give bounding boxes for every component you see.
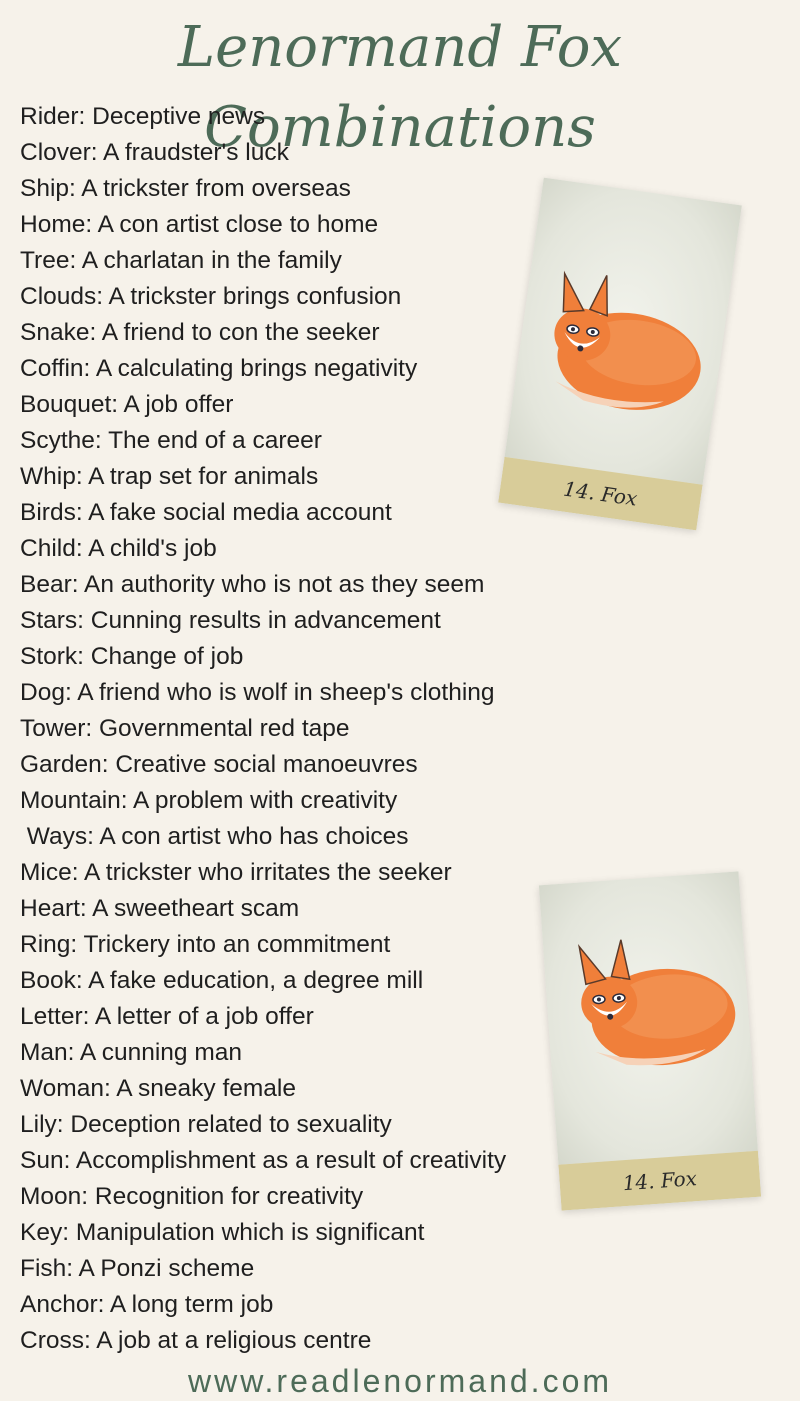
combination-item: Heart: A sweetheart scam: [20, 895, 300, 922]
combination-item: Man: A cunning man: [20, 1039, 243, 1066]
page-title: Lenormand Fox Combinations: [177, 15, 623, 160]
combination-item: Ways: A con artist who has choices: [20, 823, 409, 850]
combination-item: Ship: A trickster from overseas: [20, 175, 351, 202]
combination-item: Mice: A trickster who irritates the seeker: [20, 859, 452, 886]
fox-card-image-2: [539, 871, 761, 1210]
combination-item: Tree: A charlatan in the family: [20, 247, 342, 274]
combination-item: Birds: A fake social media account: [20, 499, 392, 526]
combination-item: Letter: A letter of a job offer: [20, 1003, 314, 1030]
combination-item: Clover: A fraudster's luck: [20, 139, 289, 166]
fox-card-image-1: [498, 178, 742, 531]
combination-item: Cross: A job at a religious centre: [20, 1327, 372, 1354]
fox-icon: [539, 871, 758, 1164]
card-caption: 14. Fox: [498, 457, 702, 530]
website-footer: www.readlenormand.com: [187, 1363, 613, 1399]
combination-item: Ring: Trickery into an commitment: [20, 931, 391, 958]
combination-item: Book: A fake education, a degree mill: [20, 967, 424, 994]
combination-item: Scythe: The end of a career: [20, 427, 322, 454]
combination-item: Stars: Cunning results in advancement: [20, 607, 441, 634]
combination-item: Fish: A Ponzi scheme: [20, 1255, 255, 1282]
combination-item: Child: A child's job: [20, 535, 217, 562]
combination-item: Home: A con artist close to home: [20, 211, 379, 238]
combination-item: Sun: Accomplishment as a result of creativity: [20, 1147, 507, 1174]
combination-item: Moon: Recognition for creativity: [20, 1183, 364, 1210]
combination-item: Dog: A friend who is wolf in sheep's clothing: [20, 679, 495, 706]
card-caption: 14. Fox: [558, 1151, 761, 1210]
combination-item: Clouds: A trickster brings confusion: [20, 283, 402, 310]
combination-item: Woman: A sneaky female: [20, 1075, 296, 1102]
combination-item: Mountain: A problem with creativity: [20, 787, 398, 814]
combination-item: Rider: Deceptive news: [20, 103, 266, 130]
combination-item: Bouquet: A job offer: [20, 391, 234, 418]
combination-item: Key: Manipulation which is significant: [20, 1219, 425, 1246]
combinations-list: [20, 99, 506, 1359]
combination-item: Stork: Change of job: [20, 643, 244, 670]
combination-item: Anchor: A long term job: [20, 1291, 274, 1318]
combination-item: Tower: Governmental red tape: [20, 715, 350, 742]
combination-item: Bear: An authority who is not as they seem: [20, 571, 485, 598]
fox-icon: [505, 178, 742, 483]
combination-item: Coffin: A calculating brings negativity: [20, 355, 418, 382]
combination-item: Garden: Creative social manoeuvres: [20, 751, 418, 778]
combination-item: Whip: A trap set for animals: [20, 463, 319, 490]
combination-item: Lily: Deception related to sexuality: [20, 1111, 392, 1138]
combination-item: Snake: A friend to con the seeker: [20, 319, 380, 346]
